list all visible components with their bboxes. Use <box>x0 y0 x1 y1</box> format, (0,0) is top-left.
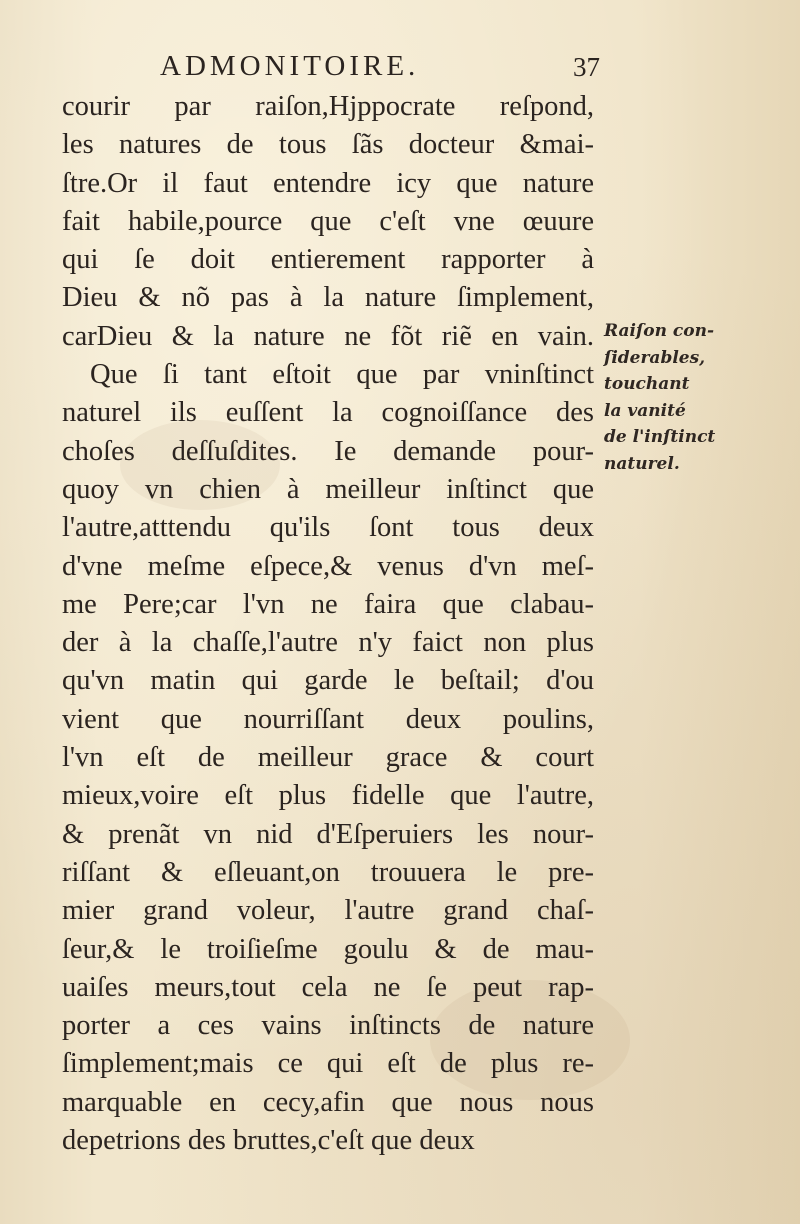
margin-note-line: Raiſon con- <box>604 321 715 341</box>
text-line: & prenãt vn nid d'Eſperuiers les nour- <box>62 818 594 850</box>
text-line: ſimplement;mais ce qui eſt de plus re- <box>62 1048 594 1080</box>
text-line: vient que nourriſſant deux poulins, <box>62 703 594 735</box>
text-line: der à la chaſſe,l'autre n'y faict non plus <box>62 627 594 659</box>
text-line: choſes deſſuſdites. Ie demande pour- <box>62 435 594 467</box>
text-line: Que ſi tant eſtoit que par vninſtinct <box>90 359 594 391</box>
running-title: ADMONITOIRE. <box>160 50 420 82</box>
text-line: mier grand voleur, l'autre grand chaſ- <box>62 895 594 927</box>
text-line: l'autre,atttendu qu'ils ſont tous deux <box>62 512 594 544</box>
page-number: 37 <box>573 52 600 82</box>
margin-note-line: touchant <box>604 374 690 394</box>
text-line: mieux,voire eſt plus fidelle que l'autre, <box>62 780 594 812</box>
text-line: fait habile,pource que c'eſt vne œuure <box>62 205 594 237</box>
text-line: qui ſe doit entierement rapporter à <box>62 244 594 276</box>
text-line: uaiſes meurs,tout cela ne ſe peut rap- <box>62 971 594 1003</box>
text-line: courir par raiſon,Hjppocrate reſpond, <box>62 91 594 122</box>
margin-note-line: la vanité <box>604 400 686 421</box>
text-line: porter a ces vains inſtincts de nature <box>62 1010 594 1042</box>
margin-note-line: naturel. <box>604 453 680 474</box>
text-line: depetrions des bruttes,c'eſt que deux <box>62 1125 475 1157</box>
text-line: ſtre.Or il faut entendre icy que nature <box>62 167 594 199</box>
text-line: marquable en cecy,afin que nous nous <box>62 1086 594 1118</box>
text-line: riſſant & eſleuant,on trouuera le pre- <box>62 856 594 888</box>
text-line: les natures de tous ſãs docteur &mai- <box>62 129 594 161</box>
text-line: qu'vn matin qui garde le beſtail; d'ou <box>62 665 594 697</box>
margin-note-line: ſiderables, <box>604 347 706 368</box>
text-line: Dieu & nõ pas à la nature ſimplement, <box>62 282 594 314</box>
text-line: carDieu & la nature ne fõt riẽ en vain. <box>62 320 594 352</box>
text-line: ſeur,& le troiſieſme goulu & de mau- <box>62 933 594 965</box>
margin-note-line: de l'inſtinct <box>604 427 716 447</box>
text-line: l'vn eſt de meilleur grace & court <box>62 742 594 774</box>
text-line: naturel ils euſſent la cognoiſſance des <box>62 397 594 429</box>
text-line: quoy vn chien à meilleur inſtinct que <box>62 473 594 505</box>
text-line: d'vne meſme eſpece,& venus d'vn meſ- <box>62 550 594 582</box>
main-text-block <box>62 88 594 1160</box>
text-line: me Pere;car l'vn ne faira que clabau- <box>62 588 594 620</box>
margin-note <box>604 318 744 477</box>
